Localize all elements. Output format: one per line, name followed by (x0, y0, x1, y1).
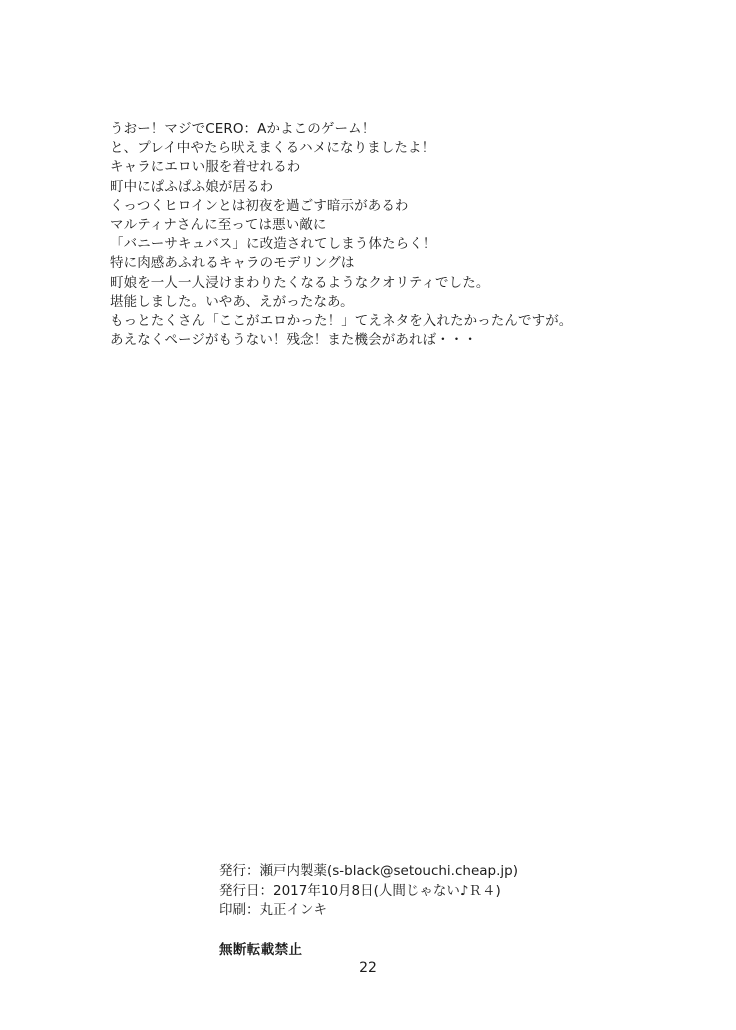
afterword-line: 町娘を一人一人浸けまわりたくなるようなクオリティでした。 (110, 274, 490, 291)
afterword-line: もっとたくさん「ここがエロかった！」てえネタを入れたかったんですが。 (110, 313, 573, 330)
afterword-line: あえなくページがもうない！残念！また機会があれば・・・ (110, 332, 477, 349)
afterword-line: 特に肉感あふれるキャラのモデリングは (110, 255, 355, 272)
colophon-publisher: 発行：瀬戸内製薬(s-black@setouchi.cheap.jp) (219, 863, 518, 879)
afterword-line: 堪能しました。いやあ、えがったなあ。 (110, 293, 354, 310)
afterword-line: 町中にぱふぱふ娘が居るわ (110, 178, 274, 195)
afterword-line: マルティナさんに至っては悪い敵に (110, 217, 327, 234)
page-number: 22 (359, 960, 377, 976)
colophon-reprint-notice: 無断転載禁止 (219, 941, 303, 958)
afterword-line: キャラにエロい服を着せれるわ (110, 159, 301, 176)
afterword-line: くっつくヒロインとは初夜を過ごす暗示があるわ (110, 197, 409, 214)
afterword-line: 「バニーサキュバス」に改造されてしまう体たらく！ (110, 236, 437, 253)
colophon-block (219, 862, 669, 960)
afterword-line: と、プレイ中やたら吠えまくるハメになりましたよ！ (110, 140, 436, 157)
colophon-printing: 印刷：丸正インキ (219, 902, 327, 918)
colophon-date: 発行日：2017年10月8日(人間じゃない♪Ｒ４) (219, 882, 501, 899)
afterword-line: うおー！マジでCERO：Aかよこのゲーム！ (110, 121, 376, 137)
afterword-text-block (110, 120, 670, 350)
